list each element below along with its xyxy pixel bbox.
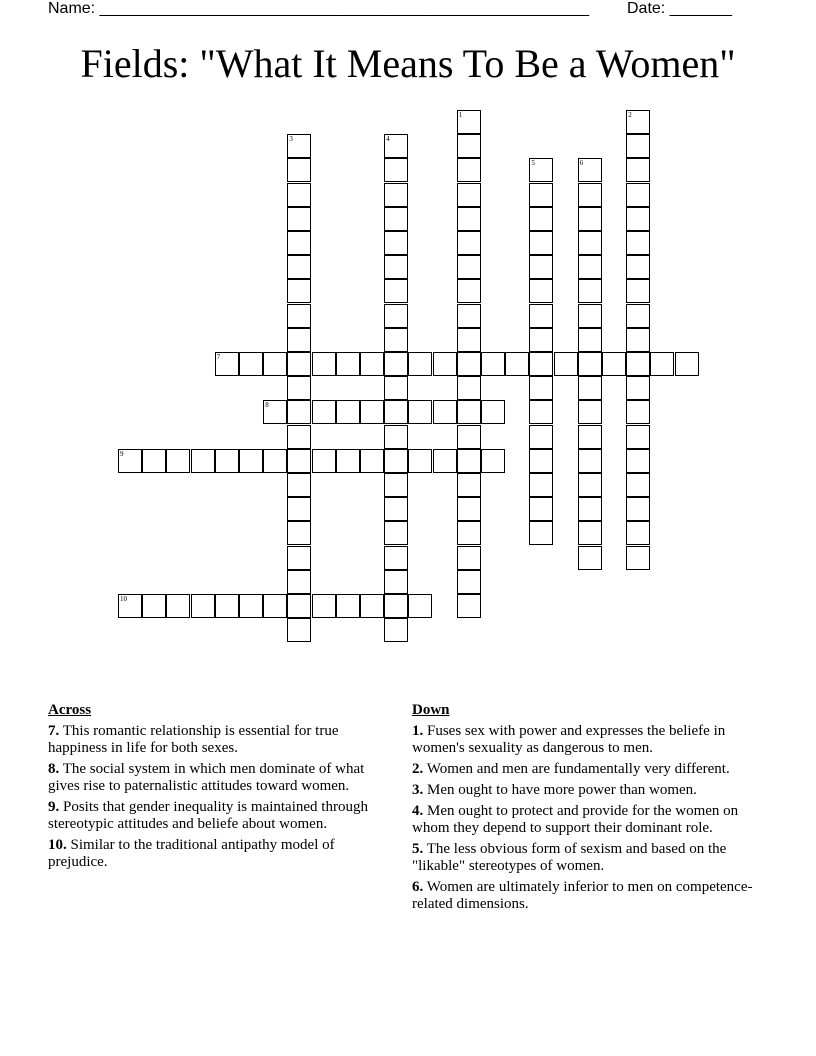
grid-cell[interactable] <box>263 400 287 424</box>
grid-cell[interactable] <box>529 352 553 376</box>
grid-cell[interactable] <box>578 304 602 328</box>
grid-cell[interactable] <box>239 352 263 376</box>
clue-across-7 <box>48 723 388 757</box>
grid-cell[interactable] <box>457 328 481 352</box>
grid-cell[interactable] <box>457 183 481 207</box>
grid-cell[interactable] <box>578 352 602 376</box>
grid-cell[interactable] <box>239 449 263 473</box>
grid-cell[interactable] <box>336 594 360 618</box>
grid-cell[interactable] <box>626 546 650 570</box>
grid-cell[interactable] <box>578 231 602 255</box>
clue-number: 6. <box>412 879 424 895</box>
grid-cell[interactable] <box>384 521 408 545</box>
grid-cell[interactable] <box>384 546 408 570</box>
clue-text: Similar to the traditional antipathy model of prejudice. <box>48 837 335 870</box>
clue-down-5 <box>412 841 772 875</box>
clue-across-10 <box>48 837 388 871</box>
grid-cell[interactable] <box>166 594 190 618</box>
clue-number: 4. <box>412 803 424 819</box>
grid-cell[interactable] <box>287 449 311 473</box>
grid-cell[interactable] <box>360 594 384 618</box>
grid-cell[interactable] <box>481 352 505 376</box>
grid-cell[interactable] <box>215 352 239 376</box>
grid-cell[interactable] <box>457 352 481 376</box>
grid-cell[interactable] <box>529 521 553 545</box>
grid-cell[interactable] <box>675 352 699 376</box>
grid-cell[interactable] <box>626 473 650 497</box>
grid-cell[interactable] <box>626 158 650 182</box>
grid-cell[interactable] <box>360 449 384 473</box>
grid-cell[interactable] <box>457 521 481 545</box>
clue-down-4 <box>412 803 772 837</box>
grid-cell[interactable] <box>384 497 408 521</box>
grid-cell[interactable] <box>287 473 311 497</box>
grid-cell[interactable] <box>457 425 481 449</box>
grid-cell[interactable] <box>529 473 553 497</box>
grid-cell[interactable] <box>287 400 311 424</box>
grid-cell[interactable] <box>457 231 481 255</box>
grid-cell[interactable] <box>287 594 311 618</box>
grid-cell[interactable] <box>529 255 553 279</box>
grid-cell[interactable] <box>360 352 384 376</box>
grid-cell[interactable] <box>457 134 481 158</box>
grid-cell[interactable] <box>578 376 602 400</box>
grid-cell[interactable] <box>384 134 408 158</box>
grid-cell[interactable] <box>287 255 311 279</box>
grid-cell[interactable] <box>191 449 215 473</box>
clue-text: Women and men are fundamentally very different. <box>426 761 730 777</box>
grid-cell[interactable] <box>408 352 432 376</box>
grid-cell[interactable] <box>384 449 408 473</box>
grid-cell[interactable] <box>457 304 481 328</box>
grid-cell[interactable] <box>215 594 239 618</box>
grid-cell[interactable] <box>650 352 674 376</box>
clue-text: Men ought to protect and provide for the women on whom they depend to support their dominant role. <box>412 803 739 836</box>
down-clues <box>412 702 772 917</box>
clue-number: 8. <box>48 761 60 777</box>
grid-cell[interactable] <box>626 134 650 158</box>
grid-cell[interactable] <box>263 449 287 473</box>
grid-cell[interactable] <box>626 304 650 328</box>
cell-number: 9 <box>120 449 124 458</box>
clue-number: 2. <box>412 761 424 777</box>
grid-cell[interactable] <box>287 231 311 255</box>
grid-cell[interactable] <box>457 449 481 473</box>
grid-cell[interactable] <box>626 425 650 449</box>
grid-cell[interactable] <box>287 618 311 642</box>
grid-cell[interactable] <box>312 400 336 424</box>
grid-cell[interactable] <box>626 279 650 303</box>
grid-cell[interactable] <box>384 425 408 449</box>
grid-cell[interactable] <box>578 328 602 352</box>
cell-number: 2 <box>628 111 632 119</box>
grid-cell[interactable] <box>578 207 602 231</box>
grid-cell[interactable] <box>287 570 311 594</box>
grid-cell[interactable] <box>239 594 263 618</box>
grid-cell[interactable] <box>408 449 432 473</box>
grid-cell[interactable] <box>578 473 602 497</box>
grid-cell[interactable] <box>457 158 481 182</box>
grid-cell[interactable] <box>457 110 481 134</box>
grid-cell[interactable] <box>336 449 360 473</box>
clue-down-2 <box>412 761 772 778</box>
grid-cell[interactable] <box>529 183 553 207</box>
grid-cell[interactable] <box>384 376 408 400</box>
grid-cell[interactable] <box>433 352 457 376</box>
date-field-label: Date: _______ <box>627 0 732 17</box>
grid-cell[interactable] <box>505 352 529 376</box>
clue-text: Fuses sex with power and expresses the beliefe in women's sexuality as dangerous to men. <box>412 723 726 756</box>
grid-cell[interactable] <box>529 497 553 521</box>
grid-cell[interactable] <box>457 546 481 570</box>
grid-cell[interactable] <box>287 304 311 328</box>
grid-cell[interactable] <box>191 594 215 618</box>
clue-number: 3. <box>412 782 424 798</box>
grid-cell[interactable] <box>626 231 650 255</box>
grid-cell[interactable] <box>384 279 408 303</box>
grid-cell[interactable] <box>384 304 408 328</box>
grid-cell[interactable] <box>287 183 311 207</box>
clue-down-1 <box>412 723 772 757</box>
grid-cell[interactable] <box>360 400 384 424</box>
grid-cell[interactable] <box>384 400 408 424</box>
cell-number: 5 <box>531 159 535 168</box>
grid-cell[interactable] <box>578 255 602 279</box>
grid-cell[interactable] <box>384 618 408 642</box>
grid-cell[interactable] <box>457 255 481 279</box>
grid-cell[interactable] <box>336 400 360 424</box>
grid-cell[interactable] <box>578 400 602 424</box>
clue-text: Men ought to have more power than women. <box>427 782 697 798</box>
grid-cell[interactable] <box>529 400 553 424</box>
grid-cell[interactable] <box>433 400 457 424</box>
cell-number: 4 <box>386 135 390 144</box>
grid-cell[interactable] <box>287 328 311 352</box>
clue-down-6 <box>412 879 772 913</box>
grid-cell[interactable] <box>529 207 553 231</box>
clue-text: Women are ultimately inferior to men on competence-related dimensions. <box>412 879 753 912</box>
grid-cell[interactable] <box>287 207 311 231</box>
cell-number: 8 <box>265 401 269 410</box>
grid-cell[interactable] <box>287 521 311 545</box>
grid-cell[interactable] <box>384 183 408 207</box>
grid-cell[interactable] <box>384 255 408 279</box>
grid-cell[interactable] <box>481 400 505 424</box>
grid-cell[interactable] <box>529 328 553 352</box>
grid-cell[interactable] <box>626 183 650 207</box>
grid-cell[interactable] <box>457 594 481 618</box>
grid-cell[interactable] <box>457 497 481 521</box>
grid-cell[interactable] <box>578 449 602 473</box>
across-heading: Across <box>48 702 92 718</box>
grid-cell[interactable] <box>287 279 311 303</box>
grid-cell[interactable] <box>287 376 311 400</box>
grid-cell[interactable] <box>626 449 650 473</box>
clue-text: This romantic relationship is essential for true happiness in life for both sexes. <box>48 723 339 756</box>
grid-cell[interactable] <box>529 449 553 473</box>
clue-number: 9. <box>48 799 60 815</box>
grid-cell[interactable] <box>263 594 287 618</box>
grid-cell[interactable] <box>626 110 650 134</box>
grid-cell[interactable] <box>578 546 602 570</box>
grid-cell[interactable] <box>384 352 408 376</box>
grid-cell[interactable] <box>408 594 432 618</box>
clue-text: Posits that gender inequality is maintained through stereotypic attitudes and beliefe about women. <box>48 799 368 832</box>
cell-number: 7 <box>216 353 221 361</box>
grid-cell[interactable] <box>312 449 336 473</box>
grid-cell[interactable] <box>118 449 142 473</box>
grid-cell[interactable] <box>626 497 650 521</box>
grid-cell[interactable] <box>602 352 626 376</box>
grid-cell[interactable] <box>457 279 481 303</box>
grid-cell[interactable] <box>578 521 602 545</box>
grid-cell[interactable] <box>626 207 650 231</box>
grid-cell[interactable] <box>457 570 481 594</box>
grid-cell[interactable] <box>142 594 166 618</box>
grid-cell[interactable] <box>626 352 650 376</box>
cell-number: 1 <box>458 111 463 119</box>
clue-across-8 <box>48 761 388 795</box>
grid-cell[interactable] <box>529 158 553 182</box>
grid-cell[interactable] <box>554 352 578 376</box>
grid-cell[interactable] <box>384 158 408 182</box>
clue-down-3 <box>412 782 772 799</box>
grid-cell[interactable] <box>529 279 553 303</box>
grid-cell[interactable] <box>287 425 311 449</box>
grid-cell[interactable] <box>457 473 481 497</box>
name-field-label: Name: _______________________________________________________ <box>48 0 589 17</box>
grid-cell[interactable] <box>578 497 602 521</box>
grid-cell[interactable] <box>529 304 553 328</box>
clue-across-9 <box>48 799 388 833</box>
grid-cell[interactable] <box>142 449 166 473</box>
grid-cell[interactable] <box>384 594 408 618</box>
grid-cell[interactable] <box>312 594 336 618</box>
clue-text: The social system in which men dominate of what gives rise to paternalistic attitudes toward women. <box>48 761 365 794</box>
grid-cell[interactable] <box>384 328 408 352</box>
grid-cell[interactable] <box>529 425 553 449</box>
grid-cell[interactable] <box>384 231 408 255</box>
grid-cell[interactable] <box>529 231 553 255</box>
grid-cell[interactable] <box>529 376 553 400</box>
grid-cell[interactable] <box>287 134 311 158</box>
clue-number: 1. <box>412 723 424 739</box>
clue-number: 10. <box>48 837 67 853</box>
clue-number: 5. <box>412 841 424 857</box>
clue-text: The less obvious form of sexism and based on the "likable" stereotypes of women. <box>412 841 727 874</box>
across-clues <box>48 702 388 875</box>
grid-cell[interactable] <box>626 376 650 400</box>
page-title: Fields: "What It Means To Be a Women" <box>80 41 736 86</box>
grid-cell[interactable] <box>287 158 311 182</box>
grid-cell[interactable] <box>118 594 142 618</box>
grid-cell[interactable] <box>481 449 505 473</box>
grid-cell[interactable] <box>626 328 650 352</box>
cell-number: 6 <box>579 159 584 168</box>
down-heading: Down <box>412 702 450 718</box>
grid-cell[interactable] <box>287 352 311 376</box>
cell-number: 3 <box>289 135 293 144</box>
grid-cell[interactable] <box>578 183 602 207</box>
grid-cell[interactable] <box>433 449 457 473</box>
grid-cell[interactable] <box>626 400 650 424</box>
grid-cell[interactable] <box>384 207 408 231</box>
grid-cell[interactable] <box>626 255 650 279</box>
grid-cell[interactable] <box>336 352 360 376</box>
grid-cell[interactable] <box>408 400 432 424</box>
grid-cell[interactable] <box>384 570 408 594</box>
grid-cell[interactable] <box>457 376 481 400</box>
grid-cell[interactable] <box>287 497 311 521</box>
grid-cell[interactable] <box>166 449 190 473</box>
grid-cell[interactable] <box>312 352 336 376</box>
cell-number: 10 <box>120 595 127 603</box>
grid-cell[interactable] <box>578 279 602 303</box>
grid-cell[interactable] <box>287 546 311 570</box>
grid-cell[interactable] <box>578 158 602 182</box>
grid-cell[interactable] <box>215 449 239 473</box>
grid-cell[interactable] <box>457 400 481 424</box>
grid-cell[interactable] <box>578 425 602 449</box>
grid-cell[interactable] <box>384 473 408 497</box>
grid-cell[interactable] <box>263 352 287 376</box>
clue-number: 7. <box>48 723 60 739</box>
grid-cell[interactable] <box>626 521 650 545</box>
grid-cell[interactable] <box>457 207 481 231</box>
